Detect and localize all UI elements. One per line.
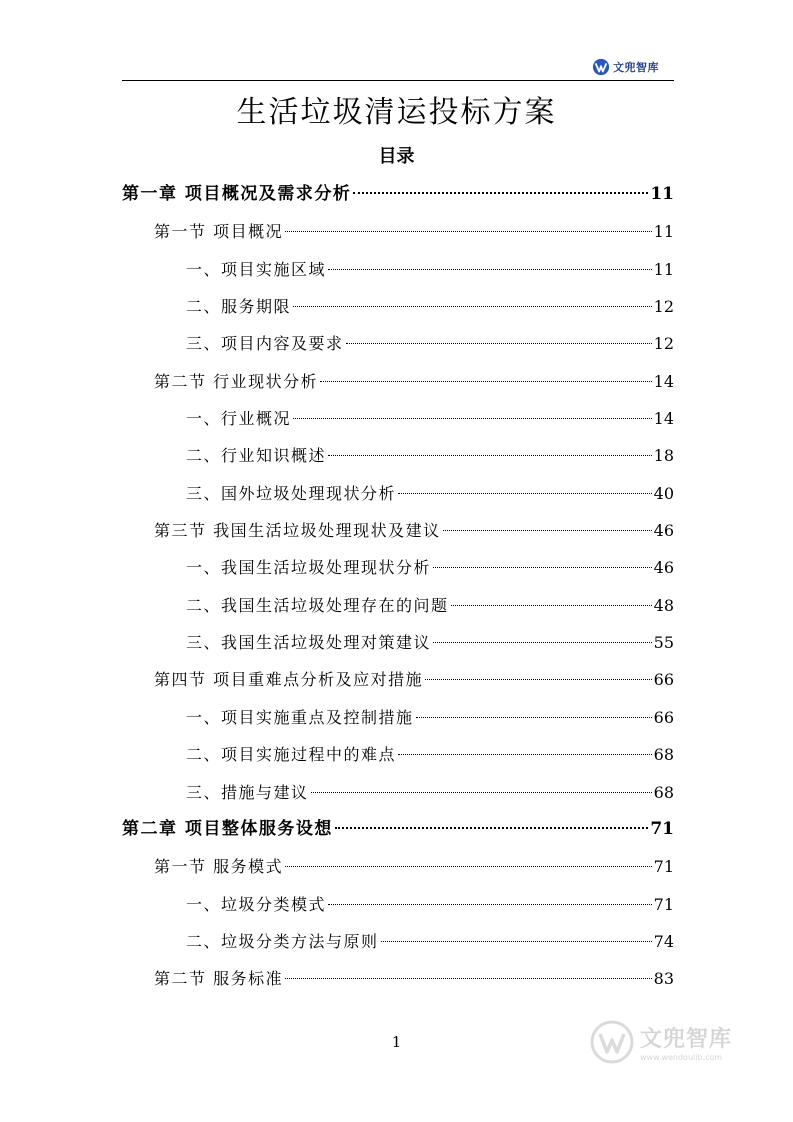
toc-leader-dots (328, 904, 652, 905)
toc-entry-page: 68 (653, 745, 674, 765)
wendou-logo-icon (592, 58, 610, 76)
toc-entry-title: 一、项目实施重点及控制措施 (186, 707, 414, 727)
toc-entry[interactable] (122, 774, 674, 811)
header-logo-text: 文兜智库 (613, 61, 659, 74)
toc-entry-title: 第二节 服务标准 (154, 969, 284, 989)
toc-entry[interactable] (122, 960, 674, 997)
header-logo (592, 58, 659, 76)
page-number: 1 (391, 1033, 402, 1051)
toc-entry-page: 40 (653, 483, 674, 503)
toc-entry-title: 三、国外垃圾处理现状分析 (186, 483, 397, 503)
toc-entry-page: 83 (653, 969, 674, 989)
toc-entry[interactable] (122, 661, 674, 698)
toc-entry[interactable] (122, 886, 674, 923)
toc-entry[interactable] (122, 437, 674, 474)
toc-leader-dots (353, 192, 648, 194)
toc-leader-dots (320, 381, 652, 382)
toc-heading: 目录 (378, 146, 415, 167)
toc-entry-title: 第一节 项目概况 (154, 222, 284, 242)
toc-leader-dots (311, 792, 652, 793)
toc-entry-page: 11 (653, 222, 674, 242)
toc-leader-dots (285, 866, 652, 867)
toc-leader-dots (285, 978, 652, 979)
toc-leader-dots (416, 717, 652, 718)
toc-entry-title: 二、项目实施过程中的难点 (186, 745, 397, 765)
toc-entry-title: 三、措施与建议 (186, 782, 309, 802)
watermark (590, 1020, 732, 1064)
toc-entry-title: 第一章 项目概况及需求分析 (122, 184, 352, 204)
toc-entry[interactable] (122, 624, 674, 661)
toc-leader-dots (433, 642, 652, 643)
toc-entry-title: 一、我国生活垃圾处理现状分析 (186, 558, 432, 578)
toc-entry-title: 第三节 我国生活垃圾处理现状及建议 (154, 521, 441, 541)
toc-entry[interactable] (122, 288, 674, 325)
table-of-contents (122, 176, 674, 998)
toc-entry-title: 二、垃圾分类方法与原则 (186, 931, 379, 951)
toc-leader-dots (398, 493, 652, 494)
watermark-url: www.wendoulib.com (640, 1053, 723, 1062)
toc-entry-title: 三、项目内容及要求 (186, 334, 344, 354)
toc-entry[interactable] (122, 587, 674, 624)
toc-entry-page: 55 (653, 633, 674, 653)
toc-entry-title: 一、项目实施区域 (186, 259, 327, 279)
toc-entry-page: 14 (653, 409, 674, 429)
toc-leader-dots (346, 343, 652, 344)
toc-leader-dots (293, 418, 652, 419)
toc-entry-title: 二、行业知识概述 (186, 446, 327, 466)
toc-entry-page: 18 (653, 446, 674, 466)
toc-entry[interactable] (122, 325, 674, 362)
toc-entry-title: 一、垃圾分类模式 (186, 894, 327, 914)
toc-entry-page: 71 (653, 857, 674, 877)
toc-entry-title: 第二章 项目整体服务设想 (122, 818, 333, 839)
toc-entry-page: 12 (653, 334, 674, 354)
toc-entry-page: 12 (653, 297, 674, 317)
toc-entry-title: 第一节 服务模式 (154, 857, 284, 877)
toc-entry-page: 74 (653, 931, 674, 951)
toc-entry[interactable] (122, 699, 674, 736)
document-title: 生活垃圾清运投标方案 (236, 95, 557, 130)
toc-entry[interactable] (122, 549, 674, 586)
toc-entry[interactable] (122, 475, 674, 512)
toc-entry-page: 66 (653, 707, 674, 727)
toc-entry[interactable] (122, 400, 674, 437)
toc-entry[interactable] (122, 736, 674, 773)
toc-entry-page: 14 (653, 371, 674, 391)
toc-entry-title: 二、服务期限 (186, 297, 292, 317)
toc-leader-dots (425, 679, 652, 680)
toc-leader-dots (443, 530, 652, 531)
header-rule (122, 80, 674, 81)
toc-entry-title: 三、我国生活垃圾处理对策建议 (186, 633, 432, 653)
toc-leader-dots (285, 231, 652, 232)
toc-leader-dots (328, 269, 652, 270)
toc-entry-title: 第四节 项目重难点分析及应对措施 (154, 670, 424, 690)
toc-entry[interactable] (122, 176, 674, 213)
toc-entry-title: 一、行业概况 (186, 409, 292, 429)
toc-entry-page: 68 (653, 782, 674, 802)
toc-entry[interactable] (122, 811, 674, 848)
toc-leader-dots (451, 605, 652, 606)
toc-entry-page: 71 (653, 894, 674, 914)
toc-entry[interactable] (122, 512, 674, 549)
toc-entry-title: 第二节 行业现状分析 (154, 371, 319, 391)
toc-entry[interactable] (122, 923, 674, 960)
watermark-logo-icon (590, 1020, 634, 1064)
toc-entry-page: 46 (653, 558, 674, 578)
toc-leader-dots (335, 827, 648, 829)
toc-leader-dots (433, 567, 652, 568)
toc-entry[interactable] (122, 213, 674, 250)
toc-entry-title: 二、我国生活垃圾处理存在的问题 (186, 595, 449, 615)
toc-entry-page: 71 (650, 818, 674, 839)
toc-entry-page: 11 (650, 184, 674, 204)
toc-leader-dots (398, 754, 652, 755)
toc-entry[interactable] (122, 363, 674, 400)
toc-entry[interactable] (122, 251, 674, 288)
toc-entry-page: 66 (653, 670, 674, 690)
toc-entry-page: 48 (653, 595, 674, 615)
toc-entry[interactable] (122, 848, 674, 885)
toc-leader-dots (381, 941, 652, 942)
toc-leader-dots (328, 455, 652, 456)
toc-entry-page: 46 (653, 521, 674, 541)
toc-entry-page: 11 (653, 259, 674, 279)
watermark-title: 文兜智库 (640, 1027, 733, 1052)
toc-leader-dots (293, 306, 652, 307)
